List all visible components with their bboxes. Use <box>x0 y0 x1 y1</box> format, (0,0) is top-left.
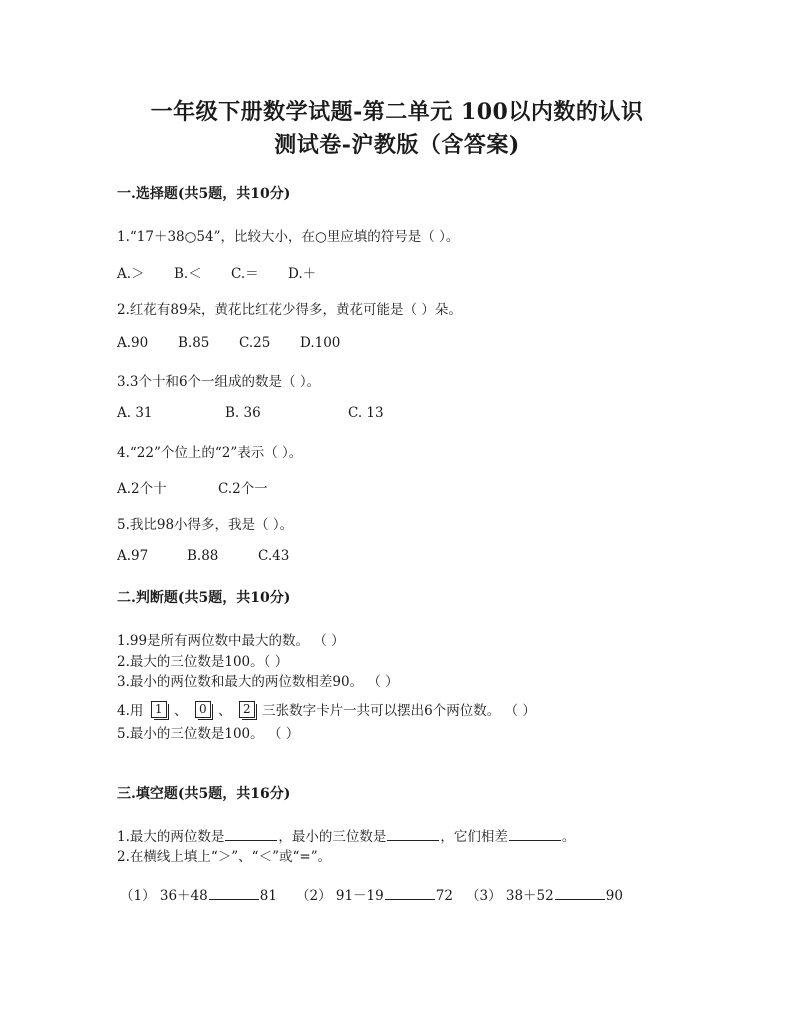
s3-q2-item-3-right: 90 <box>605 888 623 904</box>
section2-heading: 二.判断题(共5题，共10分) <box>117 590 291 606</box>
s1-q1-option-d: D.＋ <box>288 266 317 282</box>
s1-q1-option-c: C.＝ <box>231 266 259 282</box>
s1-q2-option-d: D.100 <box>300 335 341 351</box>
answer-blank-1[interactable] <box>225 828 277 841</box>
s1-q1-option-a: A.＞ <box>117 266 145 282</box>
s3-q1-part-c: ，它们相差 <box>440 829 508 845</box>
s1-question-4: 4.“22”个位上的“2”表示（ ）。 <box>117 445 303 461</box>
page-title-line1: 一年级下册数学试题-第二单元 100以内数的认识 <box>150 99 644 125</box>
s2-q4-prefix: 4.用 <box>117 703 144 719</box>
compare-blank-1[interactable] <box>209 887 259 900</box>
s2-question-4 <box>117 699 536 721</box>
s1-q4-option-a: A.2个十 <box>117 481 167 497</box>
s2-q4-sep-2: 、 <box>218 703 232 719</box>
s1-q2-option-a: A.90 <box>117 335 149 351</box>
s1-question-3: 3.3个十和6个一组成的数是（ ）。 <box>117 374 321 390</box>
s3-q2-item-3 <box>466 884 623 904</box>
s1-q3-option-a: A. 31 <box>117 405 153 421</box>
number-card-0: 0 <box>195 701 211 718</box>
s1-q1-option-b: B.＜ <box>174 266 202 282</box>
s2-q4-sep-1: 、 <box>173 703 188 719</box>
s1-q2-option-b: B.85 <box>178 335 210 351</box>
s3-q2-item-2 <box>296 884 453 904</box>
s1-question-5: 5.我比98小得多，我是（ ）。 <box>117 517 294 533</box>
section3-heading: 三.填空题(共5题，共16分) <box>117 786 291 802</box>
s3-q2-item-1-label: （1） 36＋48 <box>120 888 208 904</box>
s3-q2-item-1-right: 81 <box>259 888 277 904</box>
s3-q2-item-1 <box>120 884 277 904</box>
answer-blank-2[interactable] <box>387 828 439 841</box>
page-title-line2: 测试卷-沪教版（含答案) <box>274 132 520 158</box>
s3-question-1 <box>117 825 575 845</box>
s1-q5-option-c: C.43 <box>258 548 290 564</box>
s2-question-5: 5.最小的三位数是100。 （ ） <box>117 726 300 742</box>
s3-q1-part-d: 。 <box>561 829 576 845</box>
compare-blank-2[interactable] <box>385 887 435 900</box>
s3-q1-part-b: ，最小的三位数是 <box>278 829 387 845</box>
s1-q5-option-b: B.88 <box>187 548 219 564</box>
s3-q1-part-a: 1.最大的两位数是 <box>117 829 225 845</box>
s1-q3-option-b: B. 36 <box>225 405 261 421</box>
s1-q3-option-c: C. 13 <box>348 405 384 421</box>
s3-q2-item-2-right: 72 <box>435 888 453 904</box>
s3-question-2: 2.在横线上填上“＞”、“＜”或“=”。 <box>117 849 332 865</box>
compare-blank-3[interactable] <box>555 887 605 900</box>
s1-q4-option-c: C.2个一 <box>218 481 268 497</box>
s2-question-2: 2.最大的三位数是100。（ ） <box>117 654 289 670</box>
s1-q5-option-a: A.97 <box>117 548 149 564</box>
s1-question-1: 1.“17＋38○54”，比较大小，在○里应填的符号是（ ）。 <box>117 229 460 245</box>
s3-q2-item-3-label: （3） 38＋52 <box>466 888 554 904</box>
s2-question-3: 3.最小的两位数和最大的两位数相差90。 （ ） <box>117 674 399 690</box>
s1-q2-option-c: C.25 <box>239 335 271 351</box>
number-card-1: 1 <box>151 701 167 718</box>
s2-q4-suffix: 三张数字卡片一共可以摆出6个两位数。 （ ） <box>262 703 536 719</box>
s3-q2-item-2-label: （2） 91－19 <box>296 888 384 904</box>
answer-blank-3[interactable] <box>509 828 561 841</box>
s1-question-2: 2.红花有89朵，黄花比红花少得多，黄花可能是（ ）朵。 <box>117 302 462 318</box>
s2-question-1: 1.99是所有两位数中最大的数。 （ ） <box>117 633 345 649</box>
number-card-2: 2 <box>239 701 255 718</box>
section1-heading: 一.选择题(共5题，共10分) <box>117 186 291 202</box>
